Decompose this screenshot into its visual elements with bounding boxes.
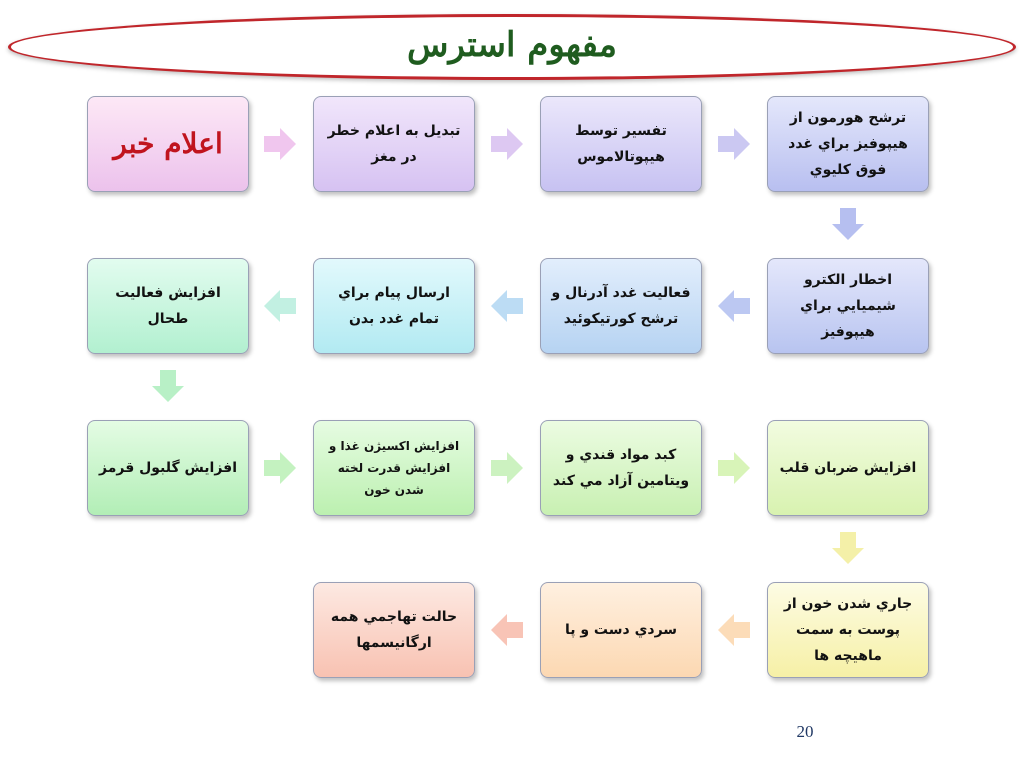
page-title: مفهوم استرس [407,25,617,65]
box-hypothalamus-interpretation: تفسير توسط هيپوتالاموس [540,96,702,192]
arrow-right-icon [489,126,525,162]
arrow-left-icon [262,288,298,324]
arrow-left-icon [489,612,525,648]
arrow-left-icon [716,612,752,648]
arrow-right-icon [716,450,752,486]
box-pituitary-hormone: ترشح هورمون از هيپوفيز براي غدد فوق كليوي [767,96,929,192]
box-spleen-activity: افزايش فعاليت طحال [87,258,249,354]
box-alarm-in-brain: تبديل به اعلام خطر در مغز [313,96,475,192]
box-message-to-glands: ارسال پيام براي تمام غدد بدن [313,258,475,354]
box-adrenal-activity: فعاليت غدد آدرنال و ترشح كورتيكوئيد [540,258,702,354]
box-liver-release: كبد مواد قندي و ويتامين آزاد مي كند [540,420,702,516]
box-electrochemical-warning: اخطار الكترو شيميايي براي هيپوفيز [767,258,929,354]
arrow-right-icon [262,450,298,486]
box-news-announcement: اعلام خبر [87,96,249,192]
arrow-right-icon [716,126,752,162]
arrow-down-icon [830,206,866,242]
box-heart-rate: افزايش ضربان قلب [767,420,929,516]
box-aggressive-state: حالت تهاجمي همه ارگانيسمها [313,582,475,678]
arrow-down-icon [830,530,866,566]
box-cold-limbs: سردي دست و پا [540,582,702,678]
arrow-left-icon [489,288,525,324]
page-number: 20 [796,722,814,741]
box-blood-to-muscles: جاري شدن خون از پوست به سمت ماهيچه ها [767,582,929,678]
arrow-down-icon [150,368,186,404]
box-red-blood-cells: افزايش گلبول قرمز [87,420,249,516]
arrow-left-icon [716,288,752,324]
arrow-right-icon [489,450,525,486]
box-oxygen-clotting: افزايش اكسيژن غذا و افزايش قدرت لخته شدن خون [313,420,475,516]
arrow-right-icon [262,126,298,162]
